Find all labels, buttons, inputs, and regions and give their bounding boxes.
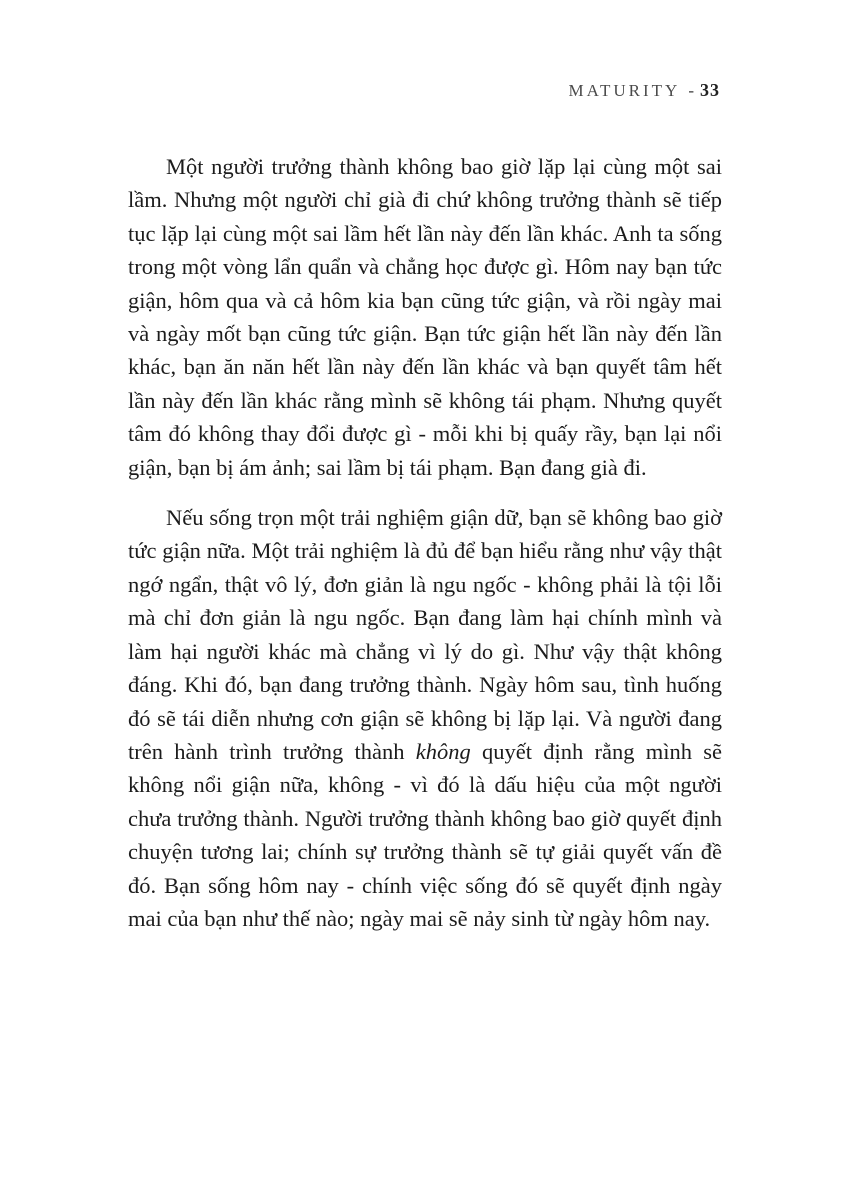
paragraph-1-text: Một người trưởng thành không bao giờ lặp lại cùng một sai lầm. Nhưng một người chỉ già đi chứ không trưởng thành sẽ tiếp tục lặp lại cùng một sai lầm hết lần này đến lần khác. Anh ta sống trong một vòng lẩn quẩn và chẳng học được gì. Hôm nay bạn tức giận, hôm qua và cả hôm kia bạn cũng tức giận, và rồi ngày mai và ngày mốt bạn cũng tức giận. Bạn tức giận hết lần này đến lần khác, bạn ăn năn hết lần này đến lần khác và bạn quyết tâm hết lần này đến lần khác rằng mình sẽ không tái phạm. Nhưng quyết tâm đó không thay đổi được gì - mỗi khi bị quấy rầy, bạn lại nổi giận, bạn bị ám ảnh; sai lầm bị tái phạm. Bạn đang già đi. — [128, 154, 722, 480]
page-text — [128, 150, 722, 952]
paragraph-2 — [128, 501, 722, 935]
paragraph-2-italic-word: không — [415, 738, 471, 764]
paragraph-2-text-b: quyết định rằng mình sẽ không nổi giận nữa, không - vì đó là dấu hiệu của một người chưa trưởng thành. Người trưởng thành không bao giờ quyết định chuyện tương lai; chính sự trưởng thành sẽ tự giải quyết vấn đề đó. Bạn sống hôm nay - chính việc sống đó sẽ quyết định ngày mai của bạn như thế nào; ngày mai sẽ nảy sinh từ ngày hôm nay. — [128, 738, 722, 931]
page-number: 33 — [700, 80, 720, 100]
chapter-title: MATURITY — [568, 81, 681, 100]
paragraph-2-text-a: Nếu sống trọn một trải nghiệm giận dữ, bạn sẽ không bao giờ tức giận nữa. Một trải nghiệm là đủ để bạn hiểu rằng như vậy thật ngớ ngẩn, thật vô lý, đơn giản là ngu ngốc - không phải là tội lỗi mà chỉ đơn giản là ngu ngốc. Bạn đang làm hại chính mình và làm hại người khác mà chẳng vì lý do gì. Như vậy thật không đáng. Khi đó, bạn đang trưởng thành. Ngày hôm sau, tình huống đó sẽ tái diễn nhưng cơn giận sẽ không bị lặp lại. Và người đang trên hành trình trưởng thành — [128, 505, 722, 764]
running-header — [568, 80, 720, 101]
paragraph-1 — [128, 150, 722, 484]
header-separator: - — [688, 81, 694, 100]
